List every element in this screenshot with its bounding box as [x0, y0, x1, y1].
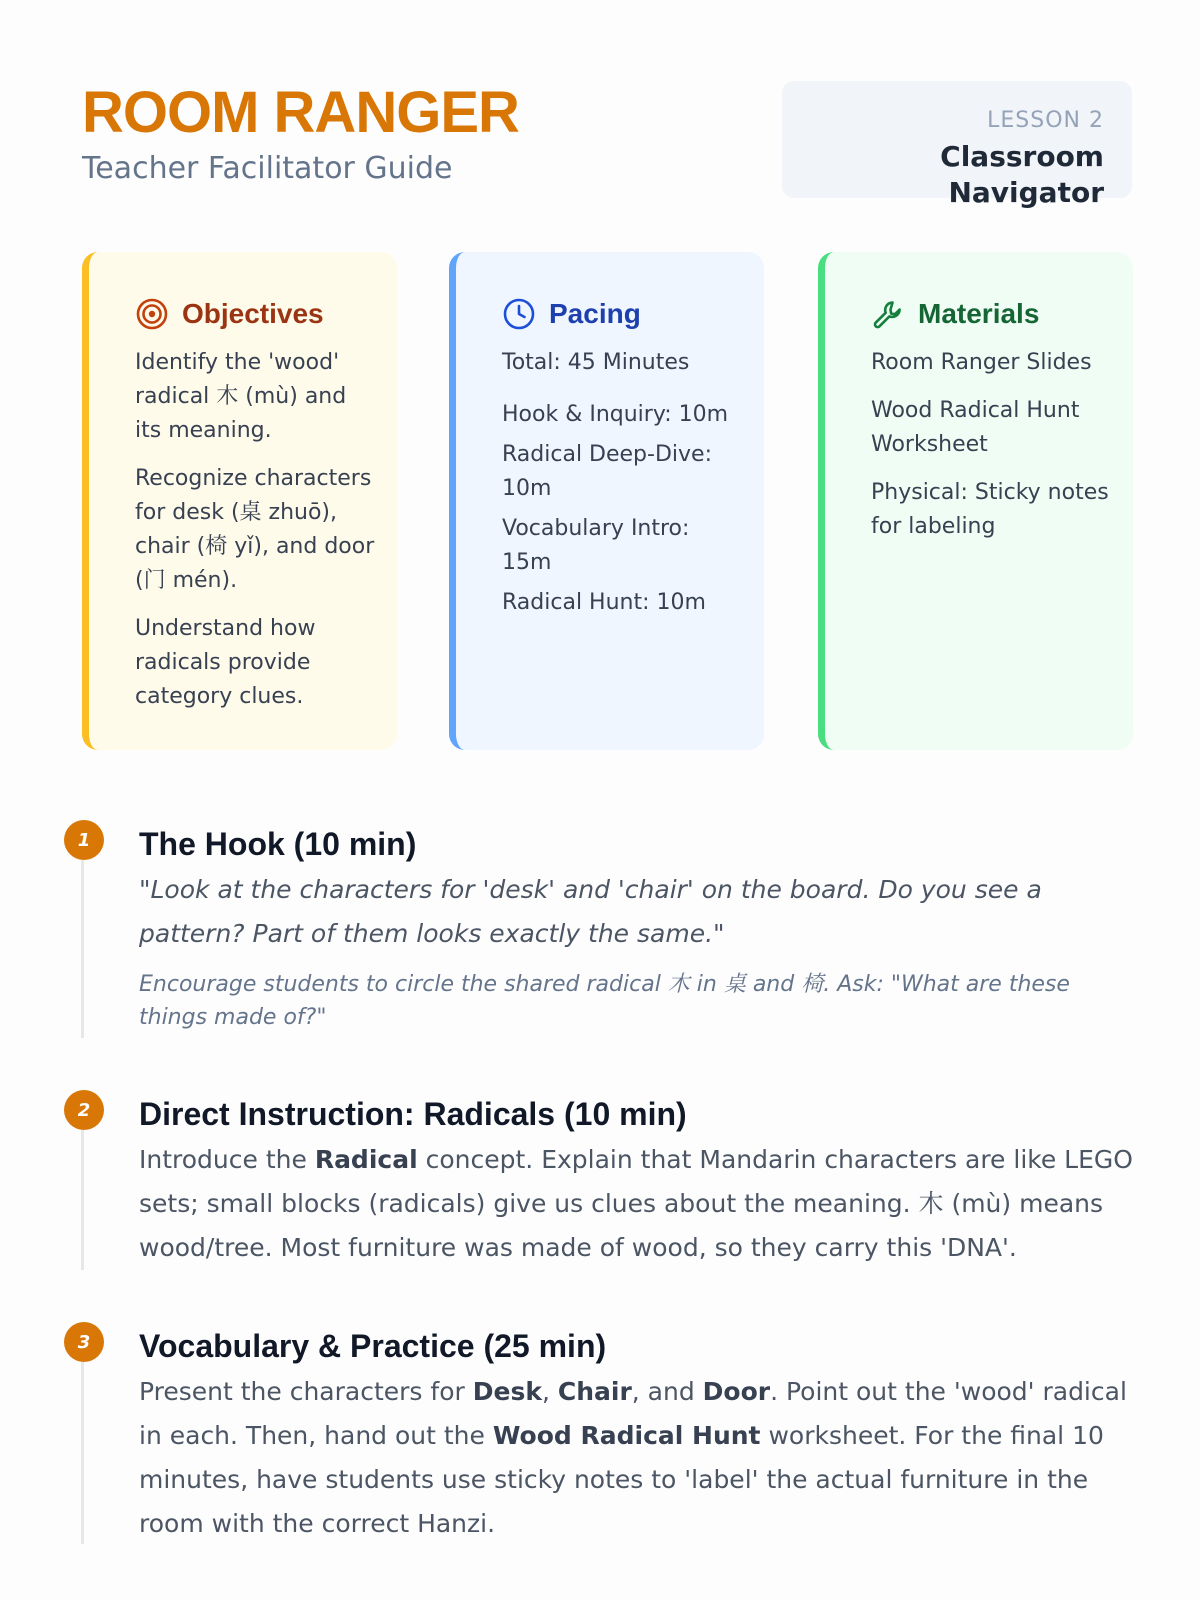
lesson-name: Classroom Navigator: [940, 140, 1104, 209]
objectives-header: [135, 292, 377, 336]
materials-title: Materials: [918, 298, 1040, 329]
page-subtitle: Teacher Facilitator Guide: [82, 151, 453, 186]
pacing-list: [502, 346, 744, 620]
pacing-item: Hook & Inquiry: 10m: [502, 402, 729, 427]
step-title: Direct Instruction: Radicals (10 min): [139, 1096, 687, 1132]
objective-item: Understand how radicals provide category clues.: [135, 616, 316, 709]
page-title: ROOM RANGER: [82, 80, 519, 145]
pacing-card: [449, 252, 764, 750]
timeline-line: [81, 860, 84, 1038]
objectives-list: [135, 346, 377, 714]
objective-item: Recognize characters for desk (桌 zhuō), chair (椅 yǐ), and door (门 mén).: [135, 466, 375, 593]
bold-term: Wood Radical Hunt: [492, 1421, 761, 1450]
step-title: Vocabulary & Practice (25 min): [139, 1328, 607, 1364]
step-2: [64, 1090, 1144, 1270]
pacing-header: [502, 292, 744, 336]
objectives-title: Objectives: [182, 298, 324, 329]
wrench-icon: [871, 297, 905, 331]
step-body: [139, 824, 1144, 1034]
pacing-title: Pacing: [549, 298, 641, 329]
step-3: [64, 1322, 1144, 1544]
clock-icon: [502, 297, 536, 331]
pacing-item: Vocabulary Intro: 15m: [502, 516, 690, 575]
pacing-item: Radical Hunt: 10m: [502, 590, 706, 615]
bold-term: Chair: [557, 1377, 632, 1406]
bold-term: Radical: [314, 1145, 418, 1174]
lesson-badge: [782, 81, 1132, 209]
target-icon: [135, 297, 169, 331]
materials-card: [818, 252, 1133, 750]
pacing-total: Total: 45 Minutes: [502, 350, 690, 375]
step-number-badge: 1: [64, 820, 104, 860]
lesson-label: LESSON 2: [987, 108, 1104, 133]
bold-term: Door: [702, 1377, 771, 1406]
step-quote: "Look at the characters for 'desk' and 'chair' on the board. Do you see a pattern? Part of them looks exactly the same.": [139, 875, 1042, 948]
material-item: Room Ranger Slides: [871, 350, 1092, 375]
timeline-line: [81, 1362, 84, 1544]
bold-term: Desk: [472, 1377, 542, 1406]
materials-list: [871, 346, 1113, 544]
step-title: The Hook (10 min): [139, 826, 417, 862]
material-item: Physical: Sticky notes for labeling: [871, 480, 1109, 539]
step-number-badge: 2: [64, 1090, 104, 1130]
objectives-card: [82, 252, 397, 750]
materials-header: [871, 292, 1113, 336]
objective-item: Identify the 'wood' radical 木 (mù) and its meaning.: [135, 350, 347, 443]
step-text: Present the characters for Desk, Chair, and Door. Point out the 'wood' radical in each. Then, hand out the Wood Radical Hunt worksheet. For the final 10 minutes, have students use sticky notes to 'label' the actual furniture in the room with the correct Hanzi.: [139, 1377, 1127, 1538]
material-item: Wood Radical Hunt Worksheet: [871, 398, 1080, 457]
pacing-item: Radical Deep-Dive: 10m: [502, 442, 712, 501]
step-text: Introduce the Radical concept. Explain that Mandarin characters are like LEGO sets; small blocks (radicals) give us clues about the meaning. 木 (mù) means wood/tree. Most furniture was made of wood, so they carry this 'DNA'.: [139, 1145, 1133, 1262]
step-1: [64, 820, 1144, 1038]
step-body: [139, 1094, 1144, 1270]
brand-header: [82, 78, 519, 188]
step-note: Encourage students to circle the shared radical 木 in 桌 and 椅. Ask: "What are these things made of?": [139, 972, 1070, 1030]
timeline-line: [81, 1130, 84, 1270]
step-body: [139, 1326, 1144, 1546]
step-number-badge: 3: [64, 1322, 104, 1362]
